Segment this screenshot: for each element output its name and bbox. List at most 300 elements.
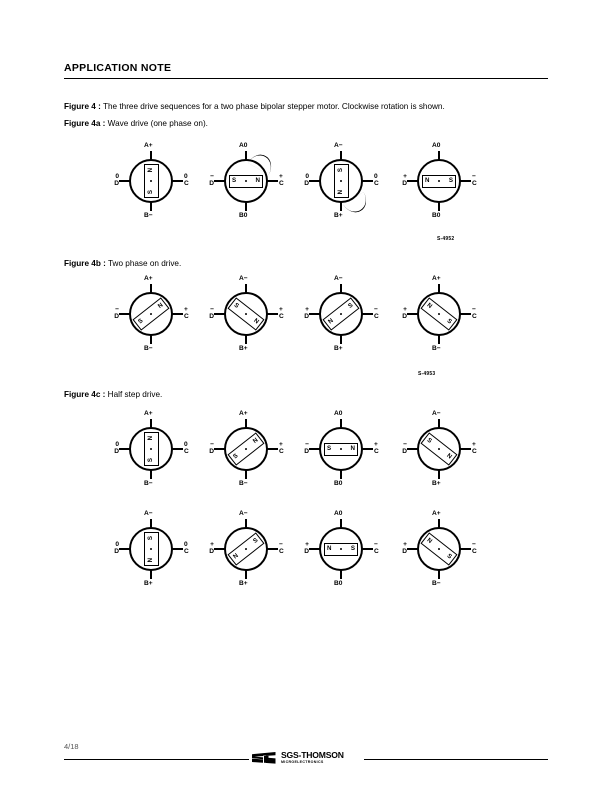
magnet-center-dot (340, 448, 342, 450)
motor-diagram (103, 411, 199, 499)
magnet-pole-primary: N (425, 301, 434, 310)
terminal-a-sign: 0 (338, 410, 343, 417)
terminal-label-c (184, 442, 189, 455)
terminal-a-name: A (144, 275, 149, 282)
magnet-bar (422, 175, 456, 188)
terminal-b-name: B (144, 345, 149, 352)
motor-lead-top (438, 284, 440, 294)
terminal-b-sign: − (148, 212, 153, 219)
magnet-pole-secondary: S (346, 301, 355, 310)
terminal-label-c (374, 174, 379, 187)
motor-lead-top (438, 419, 440, 429)
caption-figure-4c (64, 388, 162, 401)
motor-lead-left (119, 313, 130, 315)
terminal-c-sign: 0 (184, 541, 188, 548)
terminal-c-sign: − (279, 541, 283, 548)
caption-figure-4b-text: Two phase on drive. (105, 259, 182, 268)
magnet-pole-primary: S (232, 301, 241, 310)
terminal-a-name: A (144, 142, 149, 149)
caption-figure-4 (64, 100, 445, 113)
motor-lead-bottom (438, 469, 440, 479)
terminal-a-sign: − (338, 142, 343, 149)
terminal-d-name: D (304, 312, 309, 320)
terminal-a-name: A (432, 275, 437, 282)
terminal-label-b (239, 581, 248, 588)
terminal-label-a (432, 511, 441, 518)
terminal-c-sign: + (279, 173, 283, 180)
motor-diagram (103, 276, 199, 364)
magnet-pole-primary: N (425, 176, 430, 184)
terminal-label-a (432, 276, 441, 283)
magnet-pole-secondary: S (448, 176, 453, 184)
terminal-d-name: D (114, 447, 119, 455)
terminal-b-sign: + (243, 580, 248, 587)
magnet-center-dot (149, 312, 152, 315)
terminal-label-b (432, 481, 441, 488)
motor-lead-bottom (245, 469, 247, 479)
terminal-c-sign: + (279, 306, 283, 313)
terminal-label-d (395, 307, 407, 320)
terminal-a-name: A (432, 510, 437, 517)
terminal-d-sign: 0 (115, 173, 119, 180)
motor-lead-bottom (438, 201, 440, 211)
motor-lead-right (172, 448, 183, 450)
terminal-label-c (184, 174, 189, 187)
magnet-pole-primary: S (231, 451, 240, 460)
terminal-d-name: D (304, 547, 309, 555)
motor-diagram (103, 143, 199, 231)
motor-diagram (391, 511, 487, 599)
figure-reference-code-4b: S-4953 (418, 371, 436, 377)
terminal-b-name: B (239, 580, 244, 587)
terminal-c-name: C (279, 447, 284, 455)
terminal-d-sign: + (403, 306, 407, 313)
magnet-pole-secondary: S (251, 536, 260, 545)
motor-lead-top (150, 151, 152, 161)
magnet-pole-primary: S (425, 436, 434, 445)
terminal-label-d (202, 442, 214, 455)
terminal-c-name: C (374, 179, 379, 187)
terminal-a-name: A (334, 410, 339, 417)
terminal-label-b (144, 213, 153, 220)
terminal-d-sign: − (210, 441, 214, 448)
terminal-d-name: D (304, 179, 309, 187)
motor-lead-left (309, 548, 320, 550)
motor-lead-bottom (245, 201, 247, 211)
motor-lead-right (460, 548, 471, 550)
caption-figure-4-label: Figure 4 : (64, 102, 101, 111)
terminal-label-a (239, 511, 248, 518)
motor-lead-left (214, 448, 225, 450)
terminal-b-sign: + (338, 212, 343, 219)
figure-reference-code-4a: S-4952 (437, 236, 455, 242)
motor-diagram (198, 143, 294, 231)
motor-diagram (293, 411, 389, 499)
caption-figure-4-text: The three drive sequences for a two phase bipolar stepper motor. Clockwise rotation is shown. (100, 102, 445, 111)
motor-lead-bottom (245, 569, 247, 579)
terminal-c-sign: − (374, 541, 378, 548)
page-footer (64, 742, 548, 772)
terminal-label-a (334, 143, 343, 150)
terminal-label-a (239, 143, 247, 150)
terminal-label-d (395, 442, 407, 455)
terminal-d-name: D (209, 312, 214, 320)
terminal-label-a (144, 411, 153, 418)
terminal-label-b (144, 581, 153, 588)
terminal-label-b (239, 213, 247, 220)
terminal-b-name: B (334, 212, 339, 219)
terminal-a-sign: − (338, 275, 343, 282)
footer-divider-right (364, 759, 548, 760)
magnet-pole-primary: S (232, 176, 237, 184)
motor-lead-right (267, 313, 278, 315)
terminal-c-sign: + (374, 441, 378, 448)
motor-lead-left (309, 313, 320, 315)
page-number: 4/18 (64, 742, 79, 751)
terminal-c-sign: − (472, 173, 476, 180)
motor-lead-right (362, 448, 373, 450)
terminal-label-d (107, 307, 119, 320)
motor-lead-bottom (245, 334, 247, 344)
motor-lead-right (460, 448, 471, 450)
terminal-a-sign: + (436, 510, 441, 517)
magnet-pole-secondary: N (445, 451, 454, 460)
magnet-center-dot (340, 312, 343, 315)
magnet-bar (144, 532, 159, 566)
motor-lead-right (362, 313, 373, 315)
terminal-c-sign: − (472, 306, 476, 313)
magnet-center-dot (150, 180, 152, 182)
caption-figure-4c-text: Half step drive. (105, 390, 163, 399)
motor-diagram (198, 411, 294, 499)
terminal-c-name: C (472, 447, 477, 455)
terminal-b-name: B (144, 480, 149, 487)
terminal-a-sign: + (148, 275, 153, 282)
terminal-b-sign: + (148, 580, 153, 587)
magnet-bar (144, 432, 159, 466)
terminal-b-sign: − (148, 480, 153, 487)
terminal-a-name: A (144, 410, 149, 417)
terminal-d-name: D (114, 547, 119, 555)
terminal-label-c (472, 442, 477, 455)
terminal-label-a (239, 411, 248, 418)
terminal-label-c (279, 442, 284, 455)
magnet-pole-primary: N (231, 551, 240, 560)
motor-lead-bottom (340, 334, 342, 344)
terminal-label-c (279, 542, 284, 555)
terminal-c-name: C (374, 447, 379, 455)
terminal-d-name: D (402, 179, 407, 187)
caption-figure-4a (64, 117, 208, 130)
motor-lead-top (438, 519, 440, 529)
terminal-d-sign: − (305, 441, 309, 448)
terminal-b-sign: + (243, 345, 248, 352)
motor-diagram (293, 511, 389, 599)
motor-lead-top (245, 284, 247, 294)
terminal-b-sign: − (243, 480, 248, 487)
terminal-label-a (144, 143, 153, 150)
terminal-label-d (202, 174, 214, 187)
terminal-label-d (202, 307, 214, 320)
caption-figure-4a-text: Wave drive (one phase on). (105, 119, 208, 128)
terminal-c-sign: − (374, 306, 378, 313)
terminal-b-name: B (144, 212, 149, 219)
terminal-label-d (297, 307, 309, 320)
caption-figure-4b-label: Figure 4b : (64, 259, 106, 268)
terminal-a-sign: − (436, 410, 441, 417)
motor-diagram (198, 511, 294, 599)
motor-lead-bottom (340, 569, 342, 579)
magnet-bar (324, 543, 358, 556)
terminal-c-sign: 0 (374, 173, 378, 180)
terminal-d-name: D (209, 447, 214, 455)
terminal-d-sign: − (210, 173, 214, 180)
magnet-center-dot (340, 180, 342, 182)
terminal-c-name: C (374, 547, 379, 555)
terminal-a-name: A (239, 275, 244, 282)
terminal-d-sign: − (115, 306, 119, 313)
magnet-center-dot (340, 548, 342, 550)
terminal-b-name: B (432, 212, 437, 219)
motor-lead-right (267, 548, 278, 550)
motor-lead-right (172, 548, 183, 550)
terminal-c-sign: − (472, 541, 476, 548)
motor-lead-left (407, 548, 418, 550)
terminal-c-name: C (184, 179, 189, 187)
motor-lead-top (150, 419, 152, 429)
terminal-label-c (472, 542, 477, 555)
terminal-a-name: A (334, 275, 339, 282)
magnet-bar (229, 175, 263, 188)
motor-lead-bottom (150, 334, 152, 344)
motor-lead-left (407, 313, 418, 315)
motor-lead-bottom (340, 201, 342, 211)
motor-lead-top (245, 419, 247, 429)
terminal-label-b (239, 346, 248, 353)
terminal-label-b (239, 481, 248, 488)
magnet-pole-secondary: S (445, 316, 454, 325)
motor-diagram (103, 511, 199, 599)
terminal-d-name: D (209, 547, 214, 555)
magnet-pole-secondary: N (350, 444, 355, 452)
terminal-c-sign: + (472, 441, 476, 448)
magnet-pole-secondary: S (146, 190, 154, 195)
motor-lead-top (245, 519, 247, 529)
terminal-b-name: B (144, 580, 149, 587)
terminal-label-a (144, 276, 153, 283)
terminal-b-name: B (239, 345, 244, 352)
terminal-label-b (432, 581, 441, 588)
magnet-pole-primary: N (425, 536, 434, 545)
terminal-a-name: A (239, 142, 244, 149)
magnet-pole-primary: S (136, 316, 145, 325)
magnet-pole-primary: S (146, 535, 154, 540)
caption-figure-4a-label: Figure 4a : (64, 119, 106, 128)
magnet-pole-primary: N (326, 316, 335, 325)
terminal-b-sign: 0 (338, 480, 343, 487)
company-logo (251, 747, 361, 769)
motor-lead-left (119, 180, 130, 182)
page-title: APPLICATION NOTE (64, 62, 172, 74)
magnet-center-dot (245, 180, 247, 182)
terminal-label-b (432, 346, 441, 353)
motor-diagram (391, 411, 487, 499)
terminal-label-b (144, 481, 153, 488)
terminal-b-name: B (239, 212, 244, 219)
page-header (64, 62, 548, 79)
motor-lead-right (460, 313, 471, 315)
magnet-pole-secondary: N (336, 190, 344, 195)
terminal-c-name: C (184, 312, 189, 320)
terminal-label-a (432, 411, 441, 418)
magnet-pole-secondary: S (445, 551, 454, 560)
terminal-label-d (297, 442, 309, 455)
terminal-d-name: D (304, 447, 309, 455)
motor-lead-bottom (150, 201, 152, 211)
terminal-a-sign: + (148, 410, 153, 417)
motor-lead-top (150, 284, 152, 294)
terminal-label-c (374, 307, 379, 320)
terminal-a-sign: − (243, 275, 248, 282)
motor-lead-left (214, 548, 225, 550)
header-divider (64, 78, 548, 79)
terminal-label-b (334, 481, 342, 488)
terminal-label-d (107, 442, 119, 455)
terminal-a-name: A (432, 410, 437, 417)
terminal-b-name: B (334, 345, 339, 352)
terminal-d-name: D (402, 547, 407, 555)
terminal-d-sign: + (305, 541, 309, 548)
magnet-center-dot (245, 547, 248, 550)
terminal-label-c (374, 542, 379, 555)
motor-lead-top (340, 151, 342, 161)
terminal-label-a (334, 511, 342, 518)
motor-diagram (391, 143, 487, 231)
terminal-b-sign: 0 (338, 580, 343, 587)
terminal-d-sign: 0 (115, 441, 119, 448)
magnet-pole-secondary: S (146, 458, 154, 463)
terminal-label-d (107, 174, 119, 187)
terminal-a-sign: 0 (338, 510, 343, 517)
terminal-b-sign: − (436, 580, 441, 587)
terminal-a-sign: − (148, 510, 153, 517)
terminal-c-name: C (279, 312, 284, 320)
motor-lead-bottom (438, 334, 440, 344)
magnet-center-dot (244, 447, 247, 450)
motor-lead-top (340, 519, 342, 529)
terminal-a-name: A (239, 510, 244, 517)
terminal-label-d (395, 542, 407, 555)
magnet-pole-secondary: N (156, 301, 165, 310)
terminal-label-c (184, 542, 189, 555)
terminal-c-sign: + (279, 441, 283, 448)
terminal-d-sign: + (305, 306, 309, 313)
terminal-d-sign: + (403, 173, 407, 180)
terminal-label-c (472, 174, 477, 187)
caption-figure-4c-label: Figure 4c : (64, 390, 106, 399)
motor-lead-right (362, 548, 373, 550)
terminal-a-sign: + (148, 142, 153, 149)
terminal-label-a (144, 511, 153, 518)
terminal-d-sign: 0 (115, 541, 119, 548)
terminal-label-d (297, 542, 309, 555)
magnet-center-dot (437, 447, 440, 450)
magnet-bar (324, 443, 358, 456)
terminal-b-sign: + (338, 345, 343, 352)
terminal-label-b (334, 213, 343, 220)
caption-figure-4b (64, 257, 181, 270)
magnet-pole-primary: N (146, 167, 154, 172)
terminal-d-sign: + (403, 541, 407, 548)
magnet-center-dot (438, 547, 441, 550)
terminal-label-b (334, 346, 343, 353)
terminal-c-name: C (472, 312, 477, 320)
logo-company-name: SGS-THOMSON (281, 750, 344, 761)
motor-lead-left (119, 548, 130, 550)
motor-lead-right (460, 180, 471, 182)
motor-lead-right (362, 180, 373, 182)
terminal-d-name: D (402, 447, 407, 455)
terminal-c-name: C (374, 312, 379, 320)
motor-lead-left (309, 448, 320, 450)
motor-lead-left (119, 448, 130, 450)
motor-diagram (391, 276, 487, 364)
terminal-c-name: C (279, 179, 284, 187)
motor-diagram (293, 276, 389, 364)
magnet-bar (144, 164, 159, 198)
terminal-d-sign: 0 (305, 173, 309, 180)
motor-diagram (293, 143, 389, 231)
motor-lead-left (407, 448, 418, 450)
terminal-b-sign: − (148, 345, 153, 352)
terminal-c-sign: 0 (184, 173, 188, 180)
terminal-a-sign: + (243, 410, 248, 417)
terminal-label-a (334, 276, 343, 283)
motor-lead-bottom (340, 469, 342, 479)
terminal-c-name: C (184, 447, 189, 455)
magnet-pole-primary: N (327, 544, 332, 552)
terminal-label-c (279, 307, 284, 320)
terminal-b-name: B (334, 480, 339, 487)
terminal-label-a (239, 276, 248, 283)
terminal-d-sign: − (210, 306, 214, 313)
magnet-pole-secondary: N (251, 436, 260, 445)
terminal-a-name: A (334, 142, 339, 149)
terminal-a-sign: 0 (436, 142, 441, 149)
terminal-c-sign: + (184, 306, 188, 313)
motor-lead-top (438, 151, 440, 161)
terminal-a-sign: 0 (243, 142, 248, 149)
st-logo-icon (251, 751, 277, 765)
motor-lead-bottom (150, 569, 152, 579)
motor-lead-bottom (150, 469, 152, 479)
terminal-b-name: B (239, 480, 244, 487)
motor-lead-top (150, 519, 152, 529)
magnet-pole-secondary: N (252, 316, 261, 325)
terminal-d-sign: − (403, 441, 407, 448)
motor-lead-top (245, 151, 247, 161)
footer-divider-left (64, 759, 249, 760)
terminal-label-d (202, 542, 214, 555)
terminal-c-name: C (184, 547, 189, 555)
terminal-label-a (334, 411, 342, 418)
magnet-pole-primary: N (146, 435, 154, 440)
motor-lead-right (172, 180, 183, 182)
magnet-pole-secondary: S (350, 544, 355, 552)
terminal-label-c (472, 307, 477, 320)
terminal-c-name: C (472, 547, 477, 555)
magnet-center-dot (244, 312, 247, 315)
